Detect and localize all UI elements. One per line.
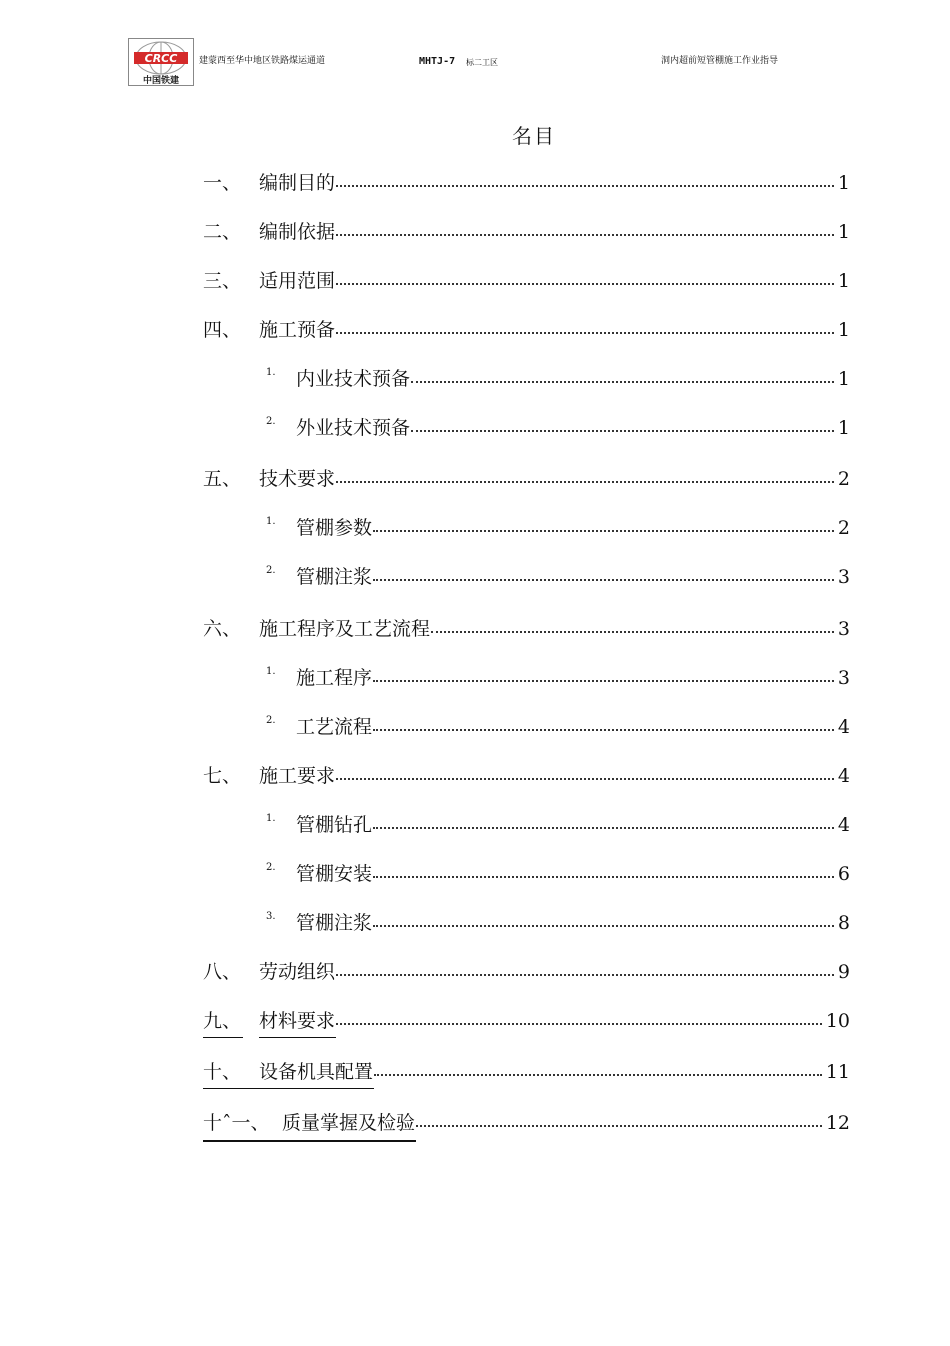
toc-entry-number: 3. (266, 911, 276, 922)
toc-leader-dots (373, 876, 834, 878)
toc-leader-dots (373, 530, 834, 532)
toc-entry-page: 2 (836, 513, 850, 543)
toc-leader-dots (373, 579, 834, 581)
toc-leader-dots (336, 481, 834, 483)
toc-leader-dots (336, 283, 834, 285)
page-header (0, 0, 950, 100)
toc-entry-label: 管棚注浆 (296, 562, 373, 592)
toc-entry[interactable] (203, 614, 850, 644)
toc-entry-label: 施工程序 (296, 663, 373, 693)
toc-entry[interactable] (203, 266, 850, 296)
logo-text: CRCC (144, 52, 178, 65)
toc-entry-page: 9 (836, 957, 850, 987)
toc-underline (203, 1140, 416, 1142)
toc-entry-number: 七、 (203, 765, 242, 787)
toc-entry-label: 管棚安装 (296, 859, 373, 889)
toc-entry-label: 质量掌握及检验 (282, 1108, 416, 1138)
toc-entry-number: 五、 (203, 468, 242, 490)
toc-subentry[interactable] (203, 712, 850, 742)
toc-entry-page: 1 (836, 315, 850, 345)
toc-entry-page: 1 (836, 168, 850, 198)
toc-subentry[interactable] (203, 810, 850, 840)
toc-entry-label: 管棚注浆 (296, 908, 373, 938)
toc-entry-number: 2. (266, 416, 276, 427)
toc-entry-label: 管棚参数 (296, 513, 373, 543)
toc-leader-dots (336, 234, 834, 236)
toc-entry-label: 外业技术预备 (296, 413, 411, 443)
toc-entry-label: 施工要求 (259, 761, 336, 791)
toc-entry-number: 三、 (203, 270, 242, 292)
toc-leader-dots (336, 1023, 822, 1025)
toc-subentry[interactable] (203, 364, 850, 394)
toc-entry[interactable] (203, 315, 850, 345)
toc-entry-number: 十、 (203, 1061, 242, 1083)
toc-entry-number: 2. (266, 862, 276, 873)
toc-entry-page: 4 (836, 761, 850, 791)
toc-entry[interactable] (203, 761, 850, 791)
toc-subentry[interactable] (203, 663, 850, 693)
toc-number-underline (203, 1037, 243, 1038)
toc-leader-dots (373, 680, 834, 682)
toc-entry-label: 编制依据 (259, 217, 336, 247)
toc-entry-label: 适用范围 (259, 266, 336, 296)
toc-entry-number: 八、 (203, 961, 242, 983)
toc-subentry[interactable] (203, 562, 850, 592)
toc-entry-number: 2. (266, 565, 276, 576)
logo-caption: 中国铁建 (142, 76, 180, 86)
toc-entry-label: 设备机具配置 (259, 1057, 374, 1087)
toc-subentry[interactable] (203, 859, 850, 889)
toc-entry[interactable] (203, 957, 850, 987)
toc-entry-number: 1. (266, 367, 276, 378)
toc-entry-label: 技术要求 (259, 464, 336, 494)
toc-entry[interactable] (203, 1057, 850, 1087)
toc-leader-dots (336, 185, 834, 187)
crcc-logo (128, 38, 194, 86)
toc-entry-label: 工艺流程 (296, 712, 373, 742)
toc-leader-dots (373, 827, 834, 829)
toc-subentry[interactable] (203, 513, 850, 543)
toc-entry-page: 8 (836, 908, 850, 938)
toc-entry-label: 内业技术预备 (296, 364, 411, 394)
toc-entry-page: 2 (836, 464, 850, 494)
toc-entry-number: 六、 (203, 618, 242, 640)
toc-entry-number: 2. (266, 715, 276, 726)
project-name: 建蒙西至华中地区铁路煤运通道 (199, 56, 326, 66)
toc-entry-number: 1. (266, 516, 276, 527)
toc-entry[interactable] (203, 1108, 850, 1138)
toc-entry-label: 劳动组织 (259, 957, 336, 987)
toc-leader-dots (411, 430, 834, 432)
toc-entry-page: 12 (824, 1108, 850, 1138)
toc-leader-dots (411, 381, 834, 383)
toc-subentry[interactable] (203, 413, 850, 443)
toc-entry-number: 九、 (203, 1010, 242, 1032)
toc-entry-page: 1 (836, 364, 850, 394)
toc-leader-dots (373, 925, 834, 927)
toc-entry-label: 施工预备 (259, 315, 336, 345)
toc-entry-page: 1 (836, 266, 850, 296)
toc-leader-dots (431, 631, 834, 633)
toc-entry-number: 1. (266, 813, 276, 824)
toc-underline (203, 1088, 374, 1089)
toc-underline (259, 1037, 336, 1038)
toc-entry-label: 管棚钻孔 (296, 810, 373, 840)
toc-leader-dots (336, 332, 834, 334)
toc-entry-page: 3 (836, 614, 850, 644)
toc-subentry[interactable] (203, 908, 850, 938)
toc-entry-page: 4 (836, 712, 850, 742)
toc-leader-dots (373, 729, 834, 731)
toc-leader-dots (336, 974, 834, 976)
toc-entry-page: 11 (824, 1057, 850, 1087)
section-name: 标二工区 (466, 58, 498, 67)
toc-entry-page: 6 (836, 859, 850, 889)
toc-entry-label: 编制目的 (259, 168, 336, 198)
toc-title: 名目 (512, 124, 556, 148)
toc-entry-page: 4 (836, 810, 850, 840)
toc-leader-dots (374, 1074, 822, 1076)
toc-entry-number: 二、 (203, 221, 242, 243)
toc-entry-number: 四、 (203, 319, 242, 341)
toc-entry-number: 一、 (203, 172, 242, 194)
toc-entry-number: 1. (266, 666, 276, 677)
toc-entry[interactable] (203, 464, 850, 494)
toc-entry-number: 十ˆ一、 (203, 1112, 270, 1134)
toc-entry[interactable] (203, 217, 850, 247)
toc-entry-page: 3 (836, 562, 850, 592)
toc-entry-page: 3 (836, 663, 850, 693)
toc-entry-page: 1 (836, 413, 850, 443)
toc-leader-dots (336, 778, 834, 780)
section-code: MHTJ-7 (419, 56, 456, 67)
toc-leader-dots (416, 1125, 822, 1127)
toc-entry-page: 1 (836, 217, 850, 247)
toc-entry[interactable] (203, 1006, 850, 1036)
toc-entry-page: 10 (824, 1006, 850, 1036)
toc-entry[interactable] (203, 168, 850, 198)
document-title: 洞内超前短管棚施工作业指导 (661, 56, 779, 66)
toc-entry-label: 施工程序及工艺流程 (259, 614, 431, 644)
toc-entry-label: 材料要求 (259, 1006, 336, 1036)
